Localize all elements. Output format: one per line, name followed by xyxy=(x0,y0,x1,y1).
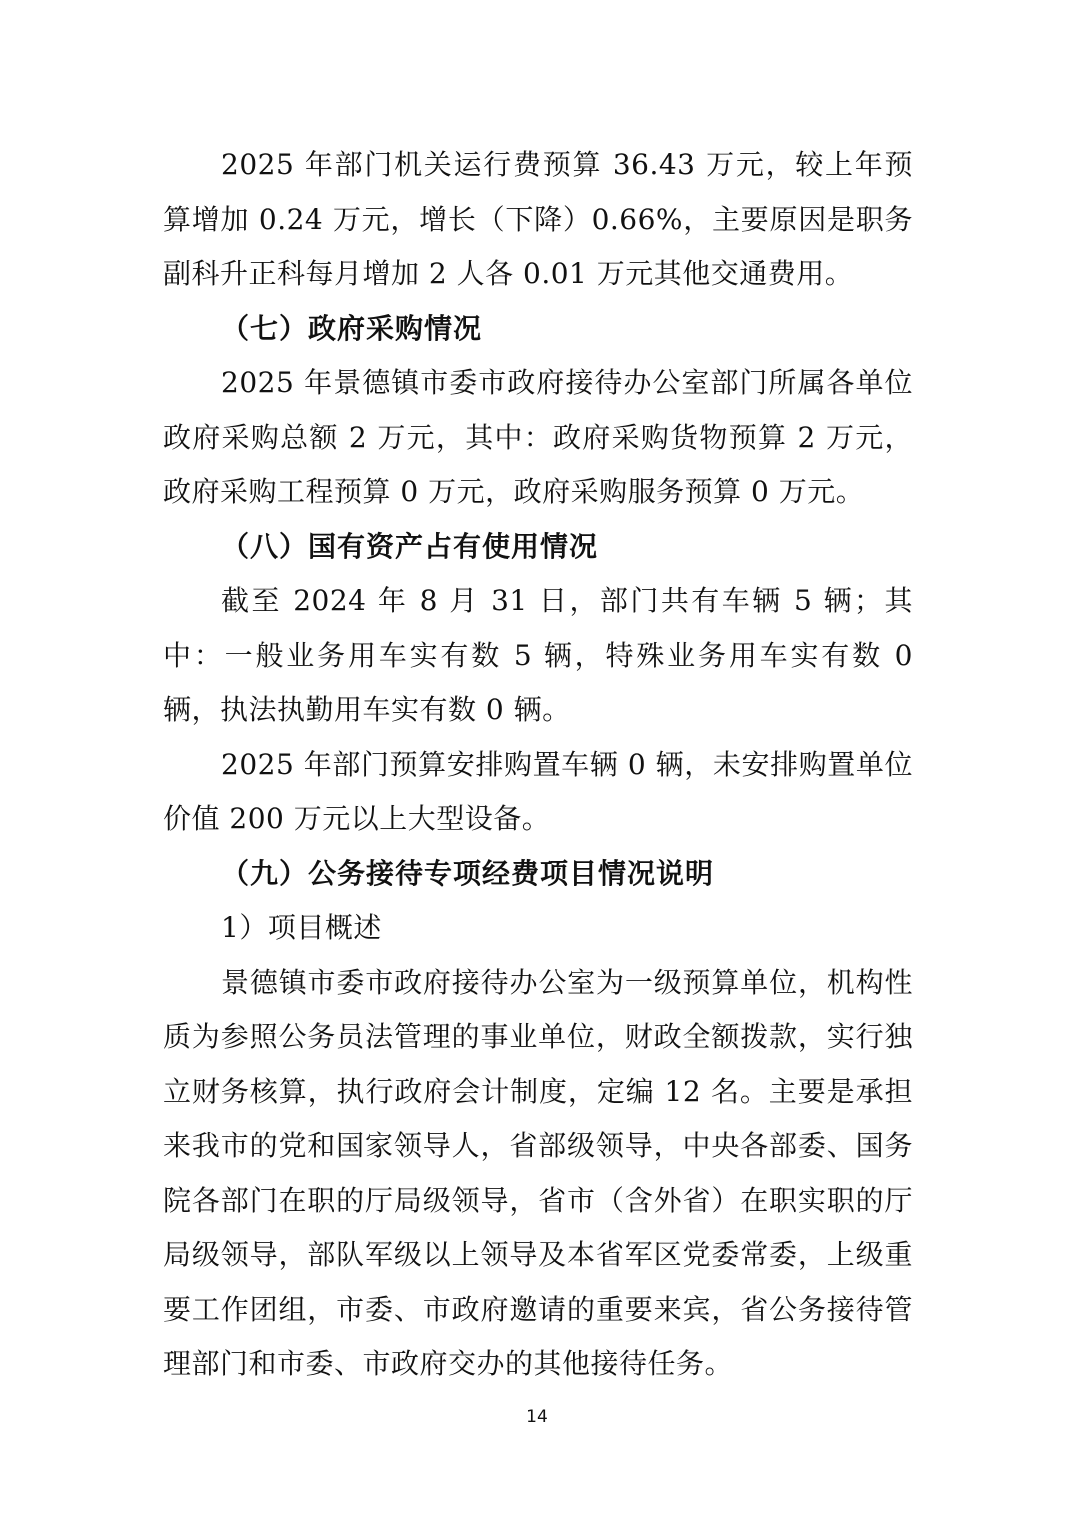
subheading-project-overview: 1）项目概述 xyxy=(221,911,382,944)
paragraph-vehicle-budget: 2025 年部门预算安排购置车辆 0 辆，未安排购置单位价值 200 万元以上大型设备。 xyxy=(163,747,913,835)
paragraph-operating-costs: 2025 年部门机关运行费预算 36.43 万元，较上年预算增加 0.24 万元，增长（下降）0.66%，主要原因是职务副科升正科每月增加 2 人各 0.01 万元其他交通费用。 xyxy=(163,148,913,290)
document-body xyxy=(163,138,913,1392)
paragraph-office-overview: 景德镇市委市政府接待办公室为一级预算单位，机构性质为参照公务员法管理的事业单位，财政全额拨款，实行独立财务核算，执行政府会计制度，定编 12 名。主要是承担来我市的党和国家领导人，省部级领导，中央各部委、国务院各部门在职的厅局级领导，省市（含外省）在职实职的厅局级领导，部队军级以上领导及本省军区党委常委，上级重要工作团组，市委、市政府邀请的重要来宾，省公务接待管理部门和市委、市政府交办的其他接待任务。 xyxy=(163,965,913,1380)
paragraph-procurement: 2025 年景德镇市委市政府接待办公室部门所属各单位政府采购总额 2 万元，其中：政府采购货物预算 2 万元，政府采购工程预算 0 万元，政府采购服务预算 0 万元。 xyxy=(163,366,913,508)
paragraph-vehicles: 截至 2024 年 8 月 31 日，部门共有车辆 5 辆；其中：一般业务用车实有数 5 辆，特殊业务用车实有数 0 辆，执法执勤用车实有数 0 辆。 xyxy=(163,584,913,726)
heading-state-assets: （八）国有资产占有使用情况 xyxy=(221,529,599,563)
heading-government-procurement: （七）政府采购情况 xyxy=(221,311,483,345)
page-number: 14 xyxy=(526,1407,548,1427)
heading-reception-funds: （九）公务接待专项经费项目情况说明 xyxy=(221,856,715,890)
